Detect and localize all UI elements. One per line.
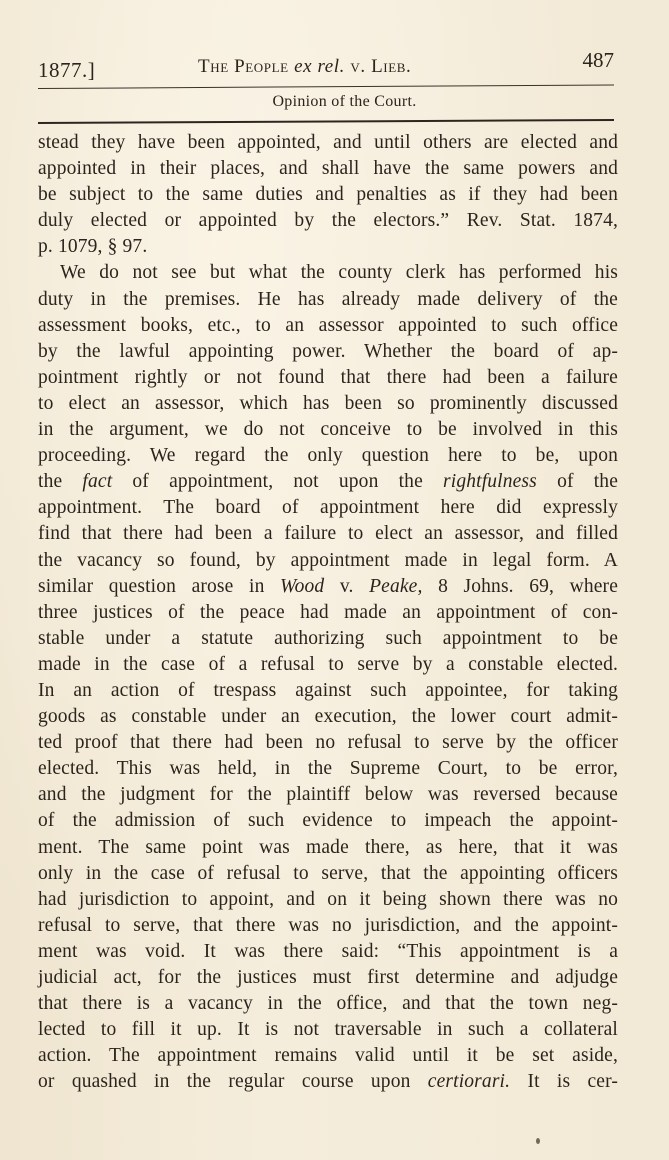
text-line: stable under a statute authorizing such appointment to be	[38, 627, 618, 649]
case-name-peake: Peake,	[369, 575, 423, 597]
text-line: goods as constable under an execution, the lower court admit-	[38, 706, 618, 728]
page-number: 487	[582, 48, 614, 72]
paragraph-start-line: We do not see but what the county clerk has performed his	[60, 262, 618, 284]
text-line	[38, 1069, 618, 1095]
text-line: action. The appointment remains valid until it be set aside,	[38, 1045, 618, 1067]
text-line: In an action of trespass against such appointee, for taking	[38, 679, 618, 701]
section-heading	[0, 93, 669, 111]
text-line: that there is a vacancy in the office, and that the town neg-	[38, 993, 618, 1015]
text-line: duly elected or appointed by the electors.” Rev. Stat. 1874,	[38, 210, 618, 232]
text-line: only in the case of refusal to serve, that the appointing officers	[38, 862, 618, 884]
text-line: elected. This was held, in the Supreme Court, to be error,	[38, 758, 618, 780]
text-line: duty in the premises. He has already made delivery of the	[38, 288, 618, 310]
text-line: and the judgment for the plaintiff below was reversed because	[38, 784, 618, 806]
text-line: refusal to serve, that there was no jurisdiction, and the appoint-	[38, 914, 618, 936]
text-run: the	[38, 471, 63, 493]
header-rule-bottom	[38, 119, 614, 124]
case-title-parties: The People	[198, 56, 289, 77]
text-run: of the	[557, 471, 619, 493]
text-line: appointment. The board of appointment here did expressly	[38, 497, 618, 519]
case-title-ex-rel: ex rel.	[294, 56, 346, 77]
text-run: similar question arose in	[38, 575, 265, 597]
text-run: or quashed in the regular course upon	[38, 1071, 411, 1093]
text-line: assessment books, etc., to an assessor appointed to such office	[38, 314, 618, 336]
text-line: stead they have been appointed, and until others are elected and	[38, 132, 618, 153]
text-line	[38, 469, 618, 495]
running-head	[38, 50, 614, 80]
opinion-body	[38, 130, 618, 1095]
ink-fleck	[536, 1138, 540, 1144]
running-head-case-title	[198, 56, 411, 78]
text-run: 8 Johns. 69, where	[438, 575, 618, 597]
text-line: find that there had been a failure to elect an assessor, and filled	[38, 523, 618, 545]
section-heading-text: Opinion of the Court.	[272, 93, 417, 110]
text-line: made in the case of a refusal to serve by a constable elected.	[38, 653, 618, 675]
text-line: appointed in their places, and shall have the same powers and	[38, 158, 618, 180]
italic-text-certiorari: certiorari.	[427, 1071, 511, 1093]
text-run: It is cer-	[527, 1071, 619, 1093]
italic-text-fact: fact	[82, 471, 113, 493]
text-line: ment was void. It was there said: “This appointment is a	[38, 940, 618, 962]
text-line	[38, 574, 618, 600]
text-line: three justices of the peace had made an appointment of con-	[38, 601, 618, 623]
text-line: judicial act, for the justices must first determine and adjudge	[38, 967, 618, 988]
text-line: ment. The same point was made there, as here, that it was	[38, 836, 618, 858]
italic-text-rightfulness: rightfulness	[443, 471, 537, 493]
case-name-wood: Wood	[280, 575, 325, 597]
text-line: of the admission of such evidence to impeach the appoint-	[38, 810, 618, 832]
text-run: of appointment, not upon the	[132, 471, 423, 493]
text-line: the vacancy so found, by appointment made in legal form. A	[38, 549, 618, 571]
text-line: by the lawful appointing power. Whether the board of ap-	[38, 340, 618, 362]
text-line: had jurisdiction to appoint, and on it being shown there was no	[38, 888, 618, 910]
text-line: proceeding. We regard the only question here to be, upon	[38, 445, 618, 467]
text-line: to elect an assessor, which has been so prominently discussed	[38, 392, 618, 414]
text-line: pointment rightly or not found that there had been a failure	[38, 366, 618, 388]
text-line: in the argument, we do not conceive to be involved in this	[38, 419, 618, 441]
running-head-year: 1877.]	[38, 58, 96, 82]
text-line: lected to fill it up. It is not traversable in such a collateral	[38, 1019, 618, 1041]
text-run: v.	[339, 575, 354, 597]
text-line: ted proof that there had been no refusal to serve by the officer	[38, 732, 618, 754]
header-rule-top	[38, 84, 614, 89]
text-line: be subject to the same duties and penalties as if they had been	[38, 184, 618, 206]
case-title-defendant: v. Lieb.	[350, 56, 412, 77]
text-line: p. 1079, § 97.	[38, 236, 148, 258]
